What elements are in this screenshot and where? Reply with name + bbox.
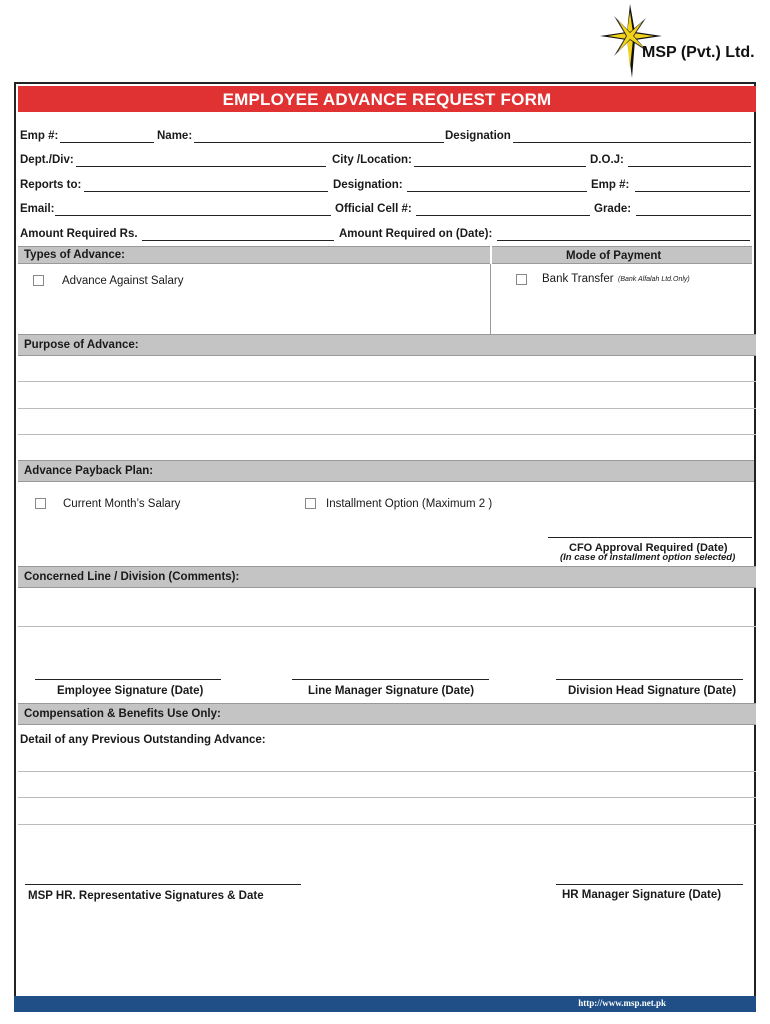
previous-advance-line-2[interactable] xyxy=(18,797,756,798)
payback-header xyxy=(18,460,754,482)
hr-manager-signature-label: HR Manager Signature (Date) xyxy=(562,889,722,901)
line-manager-signature-label: Line Manager Signature (Date) xyxy=(308,685,475,697)
dept-field[interactable] xyxy=(76,166,326,167)
name-label: Name: xyxy=(157,130,193,142)
form-title-bar xyxy=(18,86,756,112)
advance-against-salary-checkbox[interactable] xyxy=(33,275,44,286)
email-field[interactable] xyxy=(55,215,331,216)
amount-date-field[interactable] xyxy=(497,240,750,241)
bank-transfer-checkbox[interactable] xyxy=(516,274,527,285)
previous-advance-line-3[interactable] xyxy=(18,824,756,825)
hr-manager-signature-line[interactable] xyxy=(556,884,743,885)
doj-label: D.O.J: xyxy=(590,154,624,166)
division-head-signature-label: Division Head Signature (Date) xyxy=(568,685,737,697)
name-field[interactable] xyxy=(194,142,444,143)
designation-field[interactable] xyxy=(513,142,751,143)
company-logo xyxy=(596,2,766,82)
compensation-header xyxy=(18,703,756,725)
employee-signature-label: Employee Signature (Date) xyxy=(57,685,204,697)
dept-label: Dept./Div: xyxy=(20,154,74,166)
reports-to-label: Reports to: xyxy=(20,179,82,191)
purpose-line-2[interactable] xyxy=(18,408,756,409)
payback-title: Advance Payback Plan: xyxy=(24,465,154,477)
reports-to-field[interactable] xyxy=(84,191,328,192)
amount-required-label: Amount Required Rs. xyxy=(20,228,138,240)
emp-no-field[interactable] xyxy=(60,142,154,143)
website-link[interactable]: http://www.msp.net.pk xyxy=(578,998,666,1008)
hr-rep-signature-label: MSP HR. Representative Signatures & Date xyxy=(28,890,264,902)
current-month-salary-label: Current Month’s Salary xyxy=(63,498,181,510)
line-manager-signature-line[interactable] xyxy=(292,679,489,680)
purpose-header xyxy=(18,334,756,356)
types-of-advance-header xyxy=(18,246,490,264)
star-icon xyxy=(596,2,676,82)
cfo-approval-note: (In case of installment option selected) xyxy=(560,552,736,563)
purpose-line-1[interactable] xyxy=(18,381,756,382)
city-field[interactable] xyxy=(414,166,586,167)
purpose-line-3[interactable] xyxy=(18,434,756,435)
previous-advance-line-1[interactable] xyxy=(18,771,756,772)
advance-against-salary-label: Advance Against Salary xyxy=(62,275,184,287)
doj-field[interactable] xyxy=(628,166,751,167)
comments-line[interactable] xyxy=(18,626,756,627)
grade-field[interactable] xyxy=(636,215,751,216)
emp-no2-field[interactable] xyxy=(635,191,750,192)
employee-signature-line[interactable] xyxy=(35,679,221,680)
official-cell-field[interactable] xyxy=(416,215,590,216)
grade-label: Grade: xyxy=(594,203,632,215)
cfo-approval-label: CFO Approval Required (Date) xyxy=(569,542,728,554)
amount-required-field[interactable] xyxy=(142,240,334,241)
compensation-title: Compensation & Benefits Use Only: xyxy=(24,708,221,720)
division-head-signature-line[interactable] xyxy=(556,679,743,680)
form-frame xyxy=(14,82,756,998)
previous-advance-label: Detail of any Previous Outstanding Advance: xyxy=(20,734,266,746)
footer-bar xyxy=(14,996,756,1012)
designation2-label: Designation: xyxy=(333,179,403,191)
bank-transfer-note: (Bank Alfalah Ltd.Only) xyxy=(618,276,690,283)
mode-of-payment-header xyxy=(492,246,752,264)
purpose-title: Purpose of Advance: xyxy=(24,339,139,351)
bank-transfer-label: Bank Transfer xyxy=(542,273,614,285)
city-label: City /Location: xyxy=(332,154,412,166)
current-month-salary-checkbox[interactable] xyxy=(35,498,46,509)
column-divider xyxy=(490,264,491,334)
company-name: MSP (Pvt.) Ltd. xyxy=(642,44,755,61)
emp-no-label: Emp #: xyxy=(20,130,59,142)
types-of-advance-title: Types of Advance: xyxy=(24,249,125,261)
form-title: EMPLOYEE ADVANCE REQUEST FORM xyxy=(222,90,552,109)
concerned-title: Concerned Line / Division (Comments): xyxy=(24,571,240,583)
amount-date-label: Amount Required on (Date): xyxy=(339,228,493,240)
concerned-header xyxy=(18,566,756,588)
installment-option-checkbox[interactable] xyxy=(305,498,316,509)
installment-option-label: Installment Option (Maximum 2 ) xyxy=(326,498,493,510)
designation-label: Designation xyxy=(445,130,511,142)
official-cell-label: Official Cell #: xyxy=(335,203,412,215)
emp-no2-label: Emp #: xyxy=(591,179,630,191)
email-label: Email: xyxy=(20,203,55,215)
hr-rep-signature-line[interactable] xyxy=(25,884,301,885)
mode-of-payment-title: Mode of Payment xyxy=(566,250,662,262)
cfo-signature-line[interactable] xyxy=(548,537,752,538)
designation2-field[interactable] xyxy=(407,191,587,192)
